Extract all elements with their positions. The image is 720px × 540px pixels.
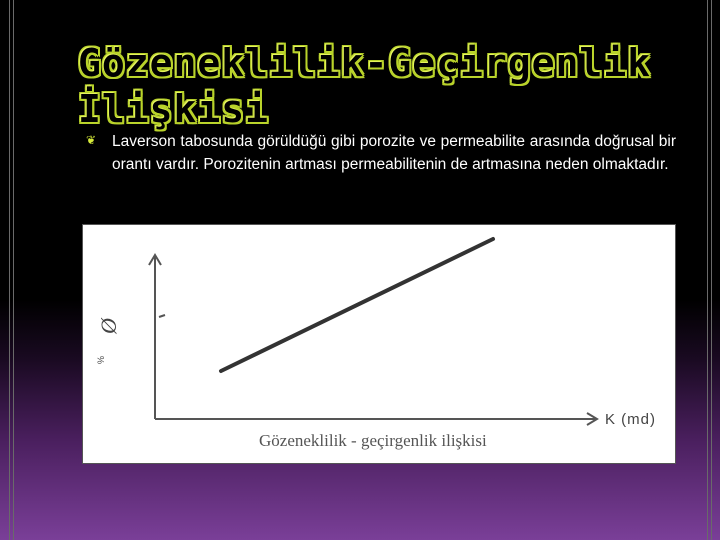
figure-caption: Gözeneklilik - geçirgenlik ilişkisi xyxy=(259,431,487,450)
y-axis-sublabel: % xyxy=(96,355,107,365)
left-border-line-inner xyxy=(13,0,14,540)
trend-line xyxy=(221,239,493,371)
chart-figure xyxy=(82,224,676,464)
slide-title: Gözeneklilik-Geçirgenlik İlişkisi xyxy=(78,41,652,131)
x-axis-label: K (md) xyxy=(605,411,656,428)
left-border-line xyxy=(9,0,10,540)
y-axis-tick xyxy=(159,315,165,317)
right-border-line-inner xyxy=(711,0,712,540)
bullet-item xyxy=(86,130,676,176)
bullet-text: Laverson tabosunda görüldüğü gibi porozite ve permeabilite arasında doğrusal bir orantı vardır. Porozitenin artması permeabilitenin de artmasına neden olmaktadır. xyxy=(112,133,676,173)
right-border-line xyxy=(707,0,708,540)
chart-svg xyxy=(83,225,675,463)
fleur-bullet-icon: ❦ xyxy=(86,133,97,147)
y-axis-label: Ø xyxy=(95,318,121,334)
